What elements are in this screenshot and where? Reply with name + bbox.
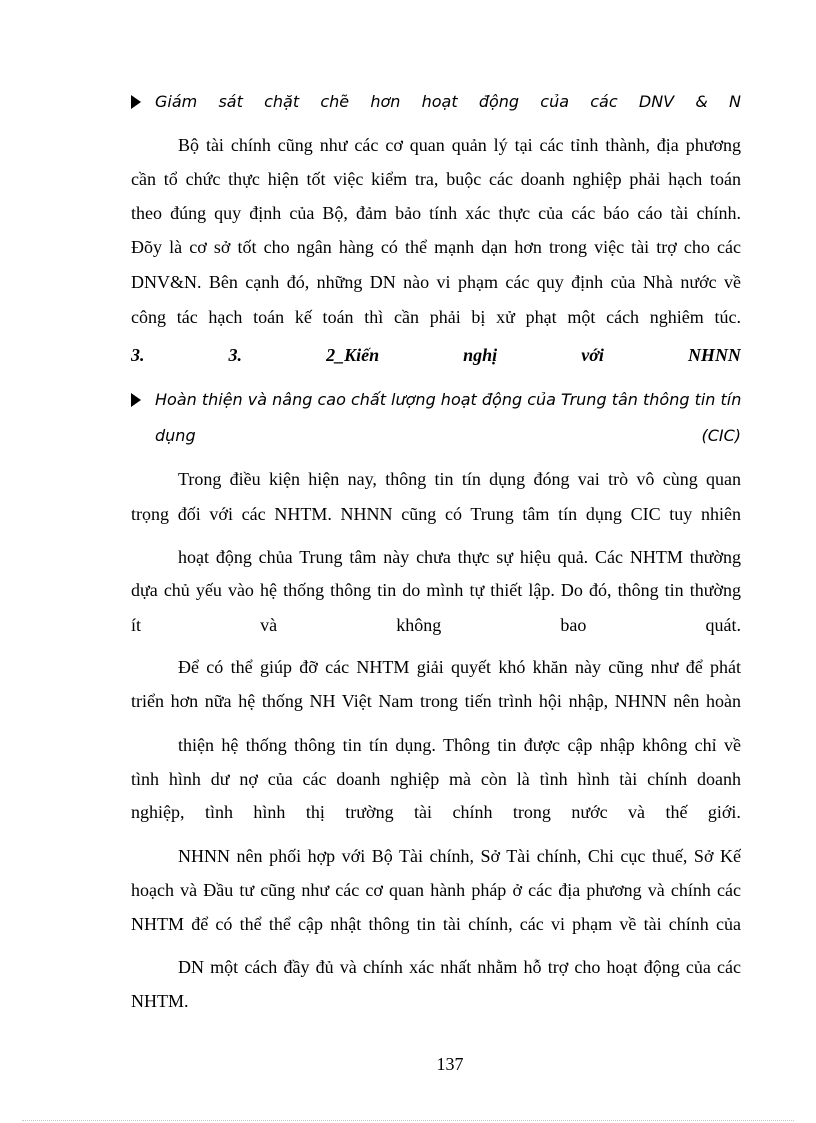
spread-word: giới. <box>707 802 741 822</box>
paragraph-line: NHTM. <box>131 991 189 1011</box>
spread-word: thị <box>305 802 325 822</box>
paragraph-line: Đõy là cơ sở tốt cho ngân hàng có thể mạnh dạn hơn trong việc tài trợ cho các <box>131 237 741 257</box>
spread-word: bao <box>560 615 587 635</box>
paragraph-line: Trong điều kiện hiện nay, thông tin tín dụng đóng vai trò vô cùng quan <box>178 469 741 489</box>
spread-word: hình <box>253 802 286 822</box>
spread-word: thế <box>665 802 688 822</box>
paragraph-line: tình hình dư nợ của các doanh nghiệp mà còn là tình hình tài chính doanh <box>131 769 741 789</box>
bullet-continuation <box>155 424 741 448</box>
paragraph-line: công tác hạch toán kế toán thì cần phải bị xử phạt một cách nghiêm túc. <box>131 307 741 327</box>
spread-word: không <box>396 615 442 635</box>
paragraph-line: theo đúng quy định của Bộ, đảm bảo tính xác thực của các báo cáo tài chính. <box>131 203 741 223</box>
arrow-bullet-icon <box>131 95 141 109</box>
paragraph-line: dựa chủ yếu vào hệ thống thông tin do mình tự thiết lập. Do đó, thông tin thường <box>131 580 741 600</box>
heading-word: 3. <box>228 345 243 365</box>
spread-word: tình <box>204 802 233 822</box>
spread-word: nghiệp, <box>131 802 185 822</box>
paragraph-line: NHTM để có thể thể cập nhật thông tin tài chính, các vi phạm về tài chính của <box>131 914 741 934</box>
paragraph-line: Để có thể giúp đỡ các NHTM giải quyết khó khăn này cũng như để phát <box>178 657 741 677</box>
paragraph-line: cần tổ chức thực hiện tốt việc kiểm tra, buộc các doanh nghiệp phải hạch toán <box>131 169 741 189</box>
bullet-text: Hoàn thiện và nâng cao chất lượng hoạt động của Trung tân thông tin tín <box>155 390 741 409</box>
paragraph-line: DNV&N. Bên cạnh đó, những DN nào vi phạm các quy định của Nhà nước về <box>131 272 741 292</box>
heading-word: nghị <box>463 345 498 365</box>
page-number: 137 <box>436 1054 464 1074</box>
bullet-item-supervision <box>131 90 741 114</box>
paragraph-line: thiện hệ thống thông tin tín dụng. Thông tin được cập nhập không chỉ về <box>178 735 741 755</box>
bullet-continuation-word: dụng <box>155 426 196 445</box>
paragraph-line: DN một cách đầy đủ và chính xác nhất nhằm hỗ trợ cho hoạt động của các <box>178 957 741 977</box>
spread-word: chính <box>452 802 493 822</box>
spread-word: ít <box>131 615 142 635</box>
bullet-text: Giám sát chặt chẽ hơn hoạt động của các DNV & N <box>155 92 741 111</box>
spread-word: quát. <box>705 615 741 635</box>
paragraph-line: hoạch và Đầu tư cũng như các cơ quan hành pháp ở các địa phương và chính các <box>131 880 741 900</box>
spread-word: và <box>628 802 646 822</box>
paragraph-spread-line <box>131 800 741 824</box>
paragraph-line: hoạt động chủa Trung tâm này chưa thực sự hiệu quả. Các NHTM thường <box>178 547 741 567</box>
bullet-continuation-word: (CIC) <box>701 426 741 445</box>
spread-word: và <box>260 615 278 635</box>
footer-divider <box>22 1120 794 1121</box>
heading-word: với <box>581 345 604 365</box>
spread-word: trường <box>345 802 394 822</box>
heading-word: 2_Kiến <box>326 345 380 365</box>
spread-word: trong <box>512 802 551 822</box>
paragraph-line: Bộ tài chính cũng như các cơ quan quản lý tại các tỉnh thành, địa phương <box>178 135 741 155</box>
heading-word: NHNN <box>687 345 741 365</box>
spread-word: nước <box>571 802 608 822</box>
bullet-item-cic <box>131 388 741 412</box>
paragraph-spread-line <box>131 613 741 637</box>
heading-word: 3. <box>131 345 145 365</box>
paragraph-line: triển hơn nữa hệ thống NH Việt Nam trong tiến trình hội nhập, NHNN nên hoàn <box>131 691 741 711</box>
paragraph-line: trọng đối với các NHTM. NHNN cũng có Trung tâm tín dụng CIC tuy nhiên <box>131 504 741 524</box>
paragraph-line: NHNN nên phối hợp với Bộ Tài chính, Sở Tài chính, Chi cục thuế, Sở Kế <box>178 846 741 866</box>
spread-word: tài <box>414 802 433 822</box>
arrow-bullet-icon <box>131 393 141 407</box>
section-heading <box>131 343 741 367</box>
